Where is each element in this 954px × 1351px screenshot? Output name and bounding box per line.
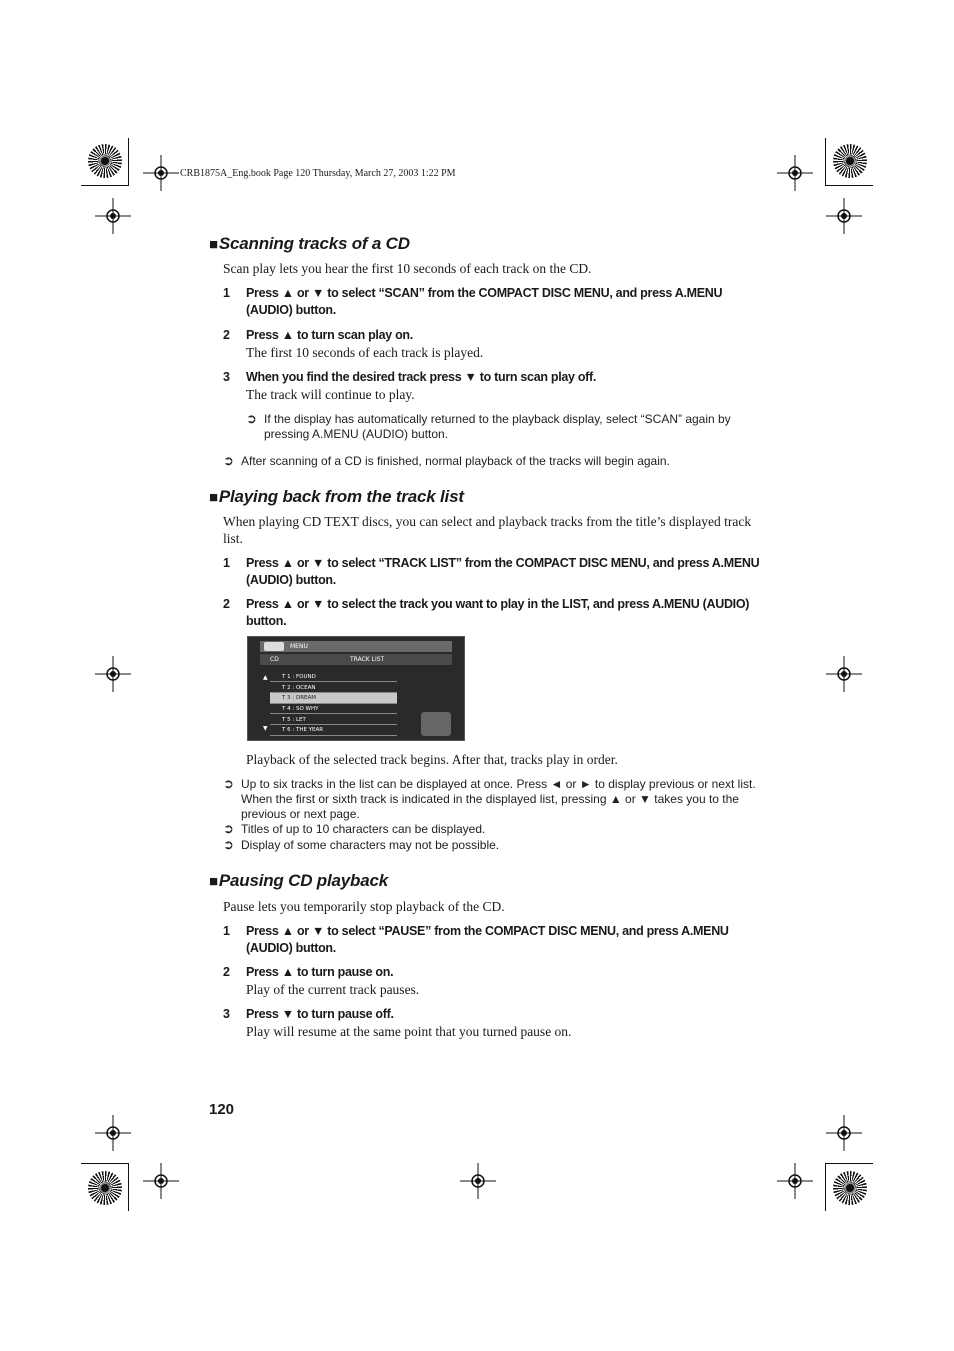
track-item: T 2 : OCEAN (282, 685, 316, 691)
note-arrow-icon: ➲ (223, 821, 234, 836)
note-item: ➲ If the display has automatically returned to the playback display, select “SCAN” again by pressing A.MENU (AUDIO) button. (246, 411, 731, 441)
step-detail: The first 10 seconds of each track is played. (246, 345, 484, 360)
screen-track-list-label: TRACK LIST (350, 656, 385, 663)
scroll-down-icon: ▼ (263, 725, 268, 732)
track-item: T 6 : THE YEAR (282, 727, 324, 733)
step-item: 1 Press ▲ or ▼ to select “SCAN” from the COMPACT DISC MENU, and press A.MENU (AUDIO) button. (223, 286, 723, 317)
step-item: 3 When you find the desired track press ▼ to turn scan play off. (223, 370, 597, 384)
note-arrow-icon: ➲ (223, 837, 234, 852)
rosette-top-right-icon (833, 144, 867, 178)
file-info-header: CRB1875A_Eng.book Page 120 Thursday, March 27, 2003 1:22 PM (180, 168, 456, 179)
crosshair-icon (777, 1163, 813, 1199)
crosshair-icon (826, 198, 862, 234)
step-item: 1 Press ▲ or ▼ to select “TRACK LIST” from the COMPACT DISC MENU, and press A.MENU (AUDIO) button. (223, 556, 760, 587)
note-arrow-icon: ➲ (223, 776, 234, 791)
step-item: 2 Press ▲ or ▼ to select the track you want to play in the LIST, and press A.MENU (AUDIO) button. (223, 597, 750, 628)
screen-menu-label: MENU (290, 643, 308, 650)
crosshair-icon (460, 1163, 496, 1199)
crosshair-icon (95, 1115, 131, 1151)
track-item: T 1 : FOUND (282, 674, 316, 680)
note-item: ➲ Display of some characters may not be possible. (223, 837, 500, 852)
track-list-screenshot (247, 636, 465, 741)
crosshair-icon (143, 155, 179, 191)
scroll-up-icon: ▲ (263, 674, 268, 681)
rosette-bottom-left-icon (88, 1171, 122, 1205)
section-title-pausing: ■Pausing CD playback (209, 871, 388, 890)
joystick-pad-icon (421, 712, 451, 736)
track-item: T 3 : DREAM (282, 695, 316, 701)
section-title-scanning: ■Scanning tracks of a CD (209, 234, 410, 253)
note-item: ➲ Titles of up to 10 characters can be displayed. (223, 821, 486, 836)
crosshair-icon (143, 1163, 179, 1199)
intro-text: Scan play lets you hear the first 10 seconds of each track on the CD. (223, 261, 592, 276)
step-item: 2 Press ▲ to turn scan play on. (223, 328, 413, 342)
track-item: T 4 : SO WHY (282, 706, 319, 712)
step-detail: Play will resume at the same point that you turned pause on. (246, 1024, 572, 1039)
crosshair-icon (826, 1115, 862, 1151)
crosshair-icon (95, 198, 131, 234)
note-arrow-icon: ➲ (223, 453, 234, 468)
step-item: 2 Press ▲ to turn pause on. (223, 965, 394, 979)
step-detail: Playback of the selected track begins. After that, tracks play in order. (246, 752, 618, 767)
screen-cd-label: CD (270, 656, 279, 663)
note-arrow-icon: ➲ (246, 411, 257, 426)
section-title-track-list: ■Playing back from the track list (209, 487, 464, 506)
page-number: 120 (209, 1101, 235, 1118)
note-item: ➲ Up to six tracks in the list can be displayed at once. Press ◄ or ► to display previous or next list. When the first or sixth track is indicated in the displayed list, pressing ▲ or ▼ takes you to the previous or next page. (223, 776, 756, 821)
rosette-bottom-right-icon (833, 1171, 867, 1205)
step-item: 1 Press ▲ or ▼ to select “PAUSE” from the COMPACT DISC MENU, and press A.MENU (AUDIO) button. (223, 924, 729, 955)
disc-logo-icon (264, 642, 284, 651)
crosshair-icon (826, 656, 862, 692)
step-item: 3 Press ▼ to turn pause off. (223, 1007, 394, 1021)
crosshair-icon (777, 155, 813, 191)
intro-text: When playing CD TEXT discs, you can select and playback tracks from the title’s displayed track list. (223, 514, 752, 546)
track-item: T 5 : LET (282, 717, 306, 723)
note-item: ➲ After scanning of a CD is finished, normal playback of the tracks will begin again. (223, 453, 670, 468)
step-detail: The track will continue to play. (246, 387, 415, 402)
step-detail: Play of the current track pauses. (246, 982, 420, 997)
crosshair-icon (95, 656, 131, 692)
intro-text: Pause lets you temporarily stop playback of the CD. (223, 899, 505, 914)
rosette-top-left-icon (88, 144, 122, 178)
